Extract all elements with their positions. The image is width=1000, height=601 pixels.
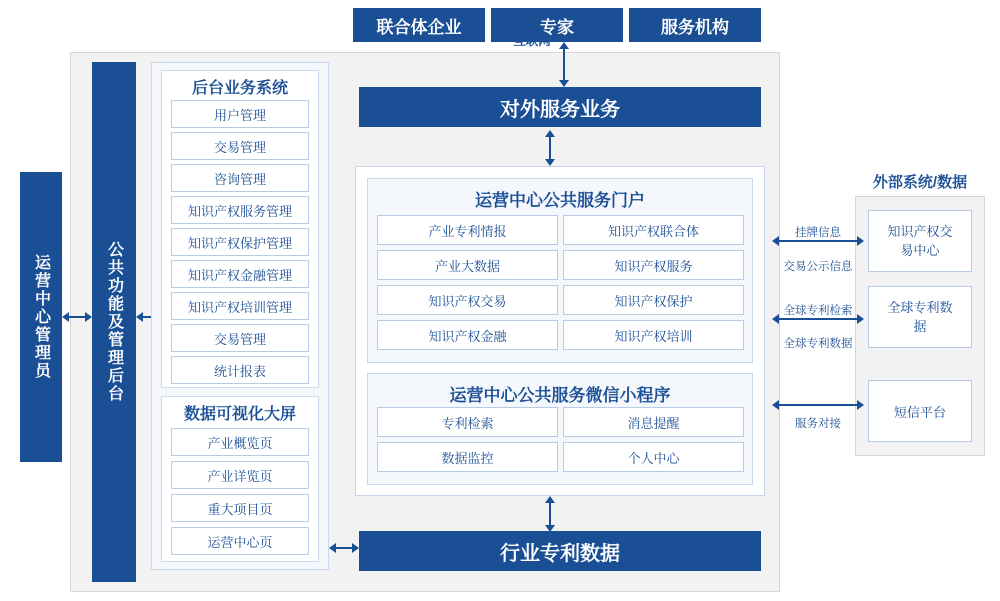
portal-item-5[interactable] [563, 285, 744, 315]
miniprogram-item-label: 专利检索 [441, 415, 494, 431]
role-admin-label: 运营中心管理员 [32, 254, 50, 380]
portal-item-3[interactable] [563, 250, 744, 280]
miniprogram-title: 运营中心公共服务微信小程序 [449, 385, 671, 405]
miniprogram-item-3[interactable] [563, 442, 744, 472]
dashboard-item-3[interactable] [171, 527, 309, 555]
external-conn-3-head-right [857, 400, 864, 410]
backoffice-item-label: 交易管理 [213, 139, 266, 155]
backoffice-item-5[interactable] [171, 260, 309, 288]
backoffice-item-6[interactable] [171, 292, 309, 320]
external-conn-2-line [776, 318, 860, 320]
external-conn-1-line [776, 240, 860, 242]
backoffice-item-label: 用户管理 [213, 107, 266, 123]
miniprogram-item-1[interactable] [563, 407, 744, 437]
portal-item-2[interactable] [377, 250, 558, 280]
miniprogram-item-label: 消息提醒 [627, 415, 680, 431]
external-conn-label-3: 全球专利数据 [783, 338, 853, 350]
external-service-bar[interactable] [359, 87, 761, 127]
backoffice-item-4[interactable] [171, 228, 309, 256]
service-to-portal-line [549, 134, 551, 162]
external-conn-1-head-right [857, 236, 864, 246]
backoffice-item-label: 统计报表 [213, 363, 266, 379]
internet-arrow-line [563, 46, 565, 84]
portal-item-label: 知识产权培训 [614, 328, 693, 344]
role-admin-box[interactable] [20, 172, 62, 462]
common-functions-label: 公共功能及管理后台 [105, 241, 123, 403]
external-item-label: 知识产权交易中心 [887, 223, 953, 258]
external-conn-label-2: 全球专利检索 [783, 305, 853, 317]
backoffice-item-1[interactable] [171, 132, 309, 160]
portal-item-7[interactable] [563, 320, 744, 350]
top-entity-lianheti[interactable] [353, 8, 485, 42]
miniprogram-item-label: 数据监控 [441, 450, 494, 466]
common-functions-box[interactable] [92, 62, 136, 582]
external-item-sms[interactable] [868, 380, 972, 442]
common-to-backoffice-head-left [136, 312, 143, 322]
backoffice-item-2[interactable] [171, 164, 309, 192]
dashboard-title: 数据可视化大屏 [183, 405, 296, 423]
service-to-portal-head-up [545, 130, 555, 137]
portal-item-0[interactable] [377, 215, 558, 245]
portal-item-label: 知识产权保护 [614, 293, 693, 309]
dashboard-item-label: 产业详览页 [207, 468, 273, 484]
backoffice-item-3[interactable] [171, 196, 309, 224]
portal-item-4[interactable] [377, 285, 558, 315]
external-item-label: 全球专利数据 [887, 299, 953, 334]
service-to-portal-head-down [545, 159, 555, 166]
portal-item-label: 知识产权交易 [428, 293, 507, 309]
external-conn-3-head-left [772, 400, 779, 410]
backoffice-item-0[interactable] [171, 100, 309, 128]
miniprogram-item-label: 个人中心 [627, 450, 680, 466]
top-entity-label: 服务机构 [661, 17, 729, 37]
portal-item-label: 知识产权服务 [614, 258, 693, 274]
portal-item-label: 知识产权联合体 [607, 223, 699, 239]
external-conn-3-line [776, 404, 860, 406]
top-entity-label: 联合体企业 [376, 17, 462, 37]
backoffice-item-label: 交易管理 [213, 331, 266, 347]
admin-to-common-head-left [62, 312, 69, 322]
internet-arrow-head-up [559, 42, 569, 49]
backoffice-item-label: 知识产权金融管理 [187, 267, 292, 283]
portal-to-bottom-head-up [545, 496, 555, 503]
miniprogram-item-0[interactable] [377, 407, 558, 437]
external-conn-label-0: 挂牌信息 [795, 227, 841, 239]
external-item-label: 短信平台 [893, 404, 946, 420]
miniprogram-item-2[interactable] [377, 442, 558, 472]
top-entity-label: 专家 [540, 17, 574, 37]
external-conn-label-4: 服务对接 [795, 418, 841, 430]
top-entity-service-org[interactable] [629, 8, 761, 42]
external-service-title: 对外服务业务 [500, 98, 620, 121]
backoffice-item-label: 知识产权培训管理 [187, 299, 292, 315]
portal-item-label: 产业专利情报 [428, 223, 507, 239]
external-systems-title: 外部系统/数据 [872, 173, 968, 191]
backoffice-title: 后台业务系统 [191, 79, 288, 97]
industry-patent-data-title: 行业专利数据 [500, 542, 620, 565]
dashboard-item-label: 运营中心页 [207, 534, 273, 550]
industry-patent-data-bar[interactable] [359, 531, 761, 571]
dashboard-item-label: 重大项目页 [207, 501, 273, 517]
backoffice-item-label: 知识产权服务管理 [187, 203, 292, 219]
portal-item-label: 产业大数据 [434, 258, 500, 274]
backoffice-item-7[interactable] [171, 324, 309, 352]
portal-item-1[interactable] [563, 215, 744, 245]
external-item-global-patent[interactable] [868, 286, 972, 348]
external-conn-label-1: 交易公示信息 [783, 261, 853, 273]
portal-to-bottom-line [549, 500, 551, 528]
portal-item-6[interactable] [377, 320, 558, 350]
admin-to-common-head-right [85, 312, 92, 322]
backoffice-item-8[interactable] [171, 356, 309, 384]
dashboard-item-0[interactable] [171, 428, 309, 456]
portal-title: 运营中心公共服务门户 [475, 190, 645, 210]
internet-label: 互联网 [513, 34, 551, 48]
dashboard-item-2[interactable] [171, 494, 309, 522]
dashboard-item-label: 产业概览页 [207, 435, 273, 451]
dashboard-item-1[interactable] [171, 461, 309, 489]
portal-item-label: 知识产权金融 [428, 328, 507, 344]
backoffice-item-label: 知识产权保护管理 [187, 235, 292, 251]
dashboard-to-bottom-head-left [329, 543, 336, 553]
external-item-trading-center[interactable] [868, 210, 972, 272]
internet-arrow-head-down [559, 80, 569, 87]
dashboard-to-bottom-head-right [352, 543, 359, 553]
backoffice-item-label: 咨询管理 [213, 171, 266, 187]
